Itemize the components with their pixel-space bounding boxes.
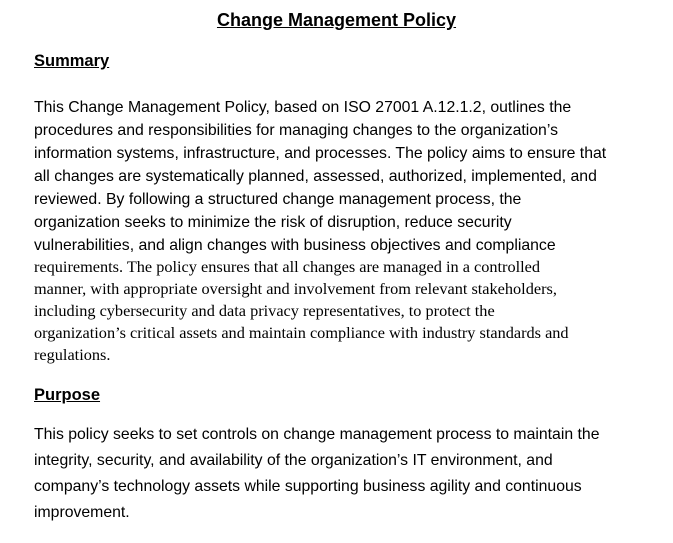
summary-line: information systems, infrastructure, and processes. The policy aims to ensure that	[34, 145, 607, 162]
summary-line: all changes are systematically planned, assessed, authorized, implemented, and	[34, 168, 597, 185]
summary-line: including cybersecurity and data privacy representatives, to protect the	[34, 301, 495, 320]
summary-paragraph-continued	[34, 256, 670, 366]
purpose-line: integrity, security, and availability of the organization’s IT environment, and	[34, 452, 553, 469]
summary-line: regulations.	[34, 345, 111, 364]
summary-line: organization’s critical assets and maintain compliance with industry standards and	[34, 323, 569, 342]
purpose-line: company’s technology assets while supporting business agility and continuous	[34, 478, 582, 495]
purpose-line: improvement.	[34, 504, 130, 521]
summary-line: This Change Management Policy, based on ISO 27001 A.12.1.2, outlines the	[34, 99, 572, 116]
summary-line: organization seeks to minimize the risk of disruption, reduce security	[34, 214, 512, 231]
document-title: Change Management Policy	[216, 10, 457, 30]
summary-paragraph	[34, 96, 670, 257]
summary-line: reviewed. By following a structured change management process, the	[34, 191, 522, 208]
summary-line: vulnerabilities, and align changes with business objectives and compliance	[34, 237, 556, 254]
summary-line: manner, with appropriate oversight and involvement from relevant stakeholders,	[34, 279, 557, 298]
purpose-paragraph	[34, 422, 670, 526]
summary-heading: Summary	[34, 52, 110, 70]
summary-line: procedures and responsibilities for managing changes to the organization’s	[34, 122, 558, 139]
purpose-heading: Purpose	[34, 386, 101, 404]
purpose-line: This policy seeks to set controls on change management process to maintain the	[34, 426, 600, 443]
summary-line: requirements. The policy ensures that all changes are managed in a controlled	[34, 257, 541, 276]
